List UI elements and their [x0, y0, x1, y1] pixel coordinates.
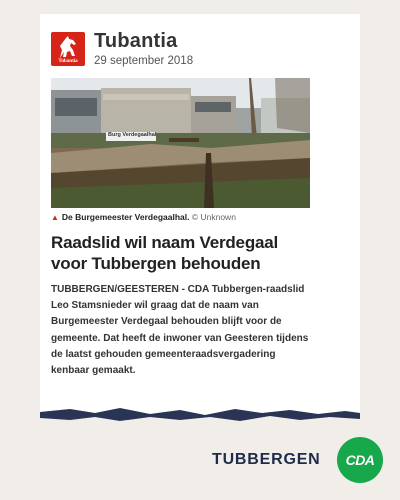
footer-place-name: TUBBERGEN [212, 451, 321, 468]
torn-paper-edge [0, 400, 400, 440]
caption-title: De Burgemeester Verdegaalhal. [61, 212, 190, 222]
publication-date: 29 september 2018 [94, 55, 194, 67]
building-sign: Burg Verdegaalhal [108, 132, 157, 138]
caption-triangle-icon: ▲ [51, 213, 59, 222]
photo-caption [51, 212, 236, 222]
article-body: TUBBERGEN/GEESTEREN - CDA Tubbergen-raadslid Leo Stamsnieder wil graag dat de naam van Burgemeester Verdegaal behouden blijft voor de gemeente. Dat heeft de inwoner van Geesteren tijdens de laatst gehouden gemeenteraadsvergadering kenbaar gemaakt. [51, 284, 309, 377]
logo-text: Tubantia [58, 59, 78, 64]
article-photo [51, 78, 310, 208]
article-headline: Raadslid wil naam Verdegaal voor Tubbergen behouden [51, 233, 279, 273]
publication-name: Tubantia [94, 30, 178, 52]
caption-credit: © Unknown [191, 212, 236, 222]
cda-logo-text: CDA [345, 452, 375, 468]
tubantia-logo [51, 32, 85, 66]
cda-logo [337, 437, 383, 483]
